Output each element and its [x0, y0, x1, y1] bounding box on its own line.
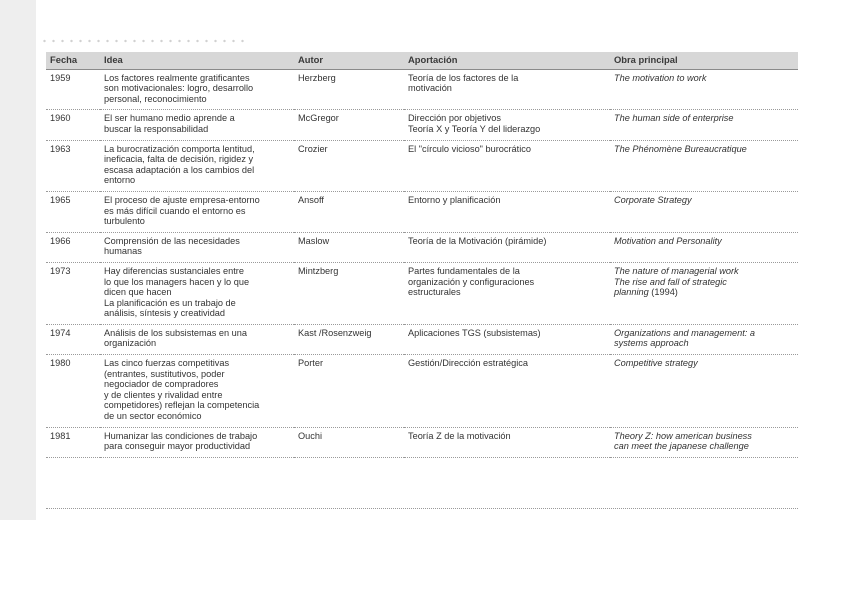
idea-line: Comprensión de las necesidades [104, 235, 240, 246]
cell-obra [610, 140, 798, 191]
aportacion-line: estructurales [408, 287, 461, 298]
cell-obra [610, 262, 798, 324]
aportacion-line: Teoría X y Teoría Y del liderazgo [408, 123, 541, 134]
cell-obra [610, 232, 798, 262]
cell-fecha: 1980 [46, 355, 100, 428]
obra-line: systems approach [614, 338, 689, 349]
aportacion-line: Teoría de la Motivación (pirámide) [408, 235, 547, 246]
aportacion-line: El "círculo vicioso" burocrático [408, 143, 531, 154]
table-row [46, 262, 798, 324]
cell-idea [100, 232, 294, 262]
scan-artifact [40, 38, 245, 44]
idea-line: La planificación es un trabajo de [104, 297, 236, 308]
obra-line: Organizations and management: a [614, 327, 755, 338]
idea-line: es más difícil cuando el entorno es [104, 205, 246, 216]
cell-obra [610, 355, 798, 428]
obra-line: The human side of enterprise [614, 113, 734, 124]
idea-line: buscar la responsabilidad [104, 123, 209, 134]
header-aportacion: Aportación [404, 52, 610, 69]
cell-idea [100, 324, 294, 354]
cell-autor: McGregor [294, 110, 404, 140]
obra-line: Competitive strategy [614, 358, 698, 369]
cell-autor: Ouchi [294, 427, 404, 457]
cell-aportacion [404, 110, 610, 140]
idea-line: análisis, síntesis y creatividad [104, 308, 226, 319]
idea-line: son motivacionales: logro, desarrollo [104, 83, 254, 94]
aportacion-line: organización y configuraciones [408, 276, 535, 287]
cell-fecha: 1966 [46, 232, 100, 262]
idea-line: El proceso de ajuste empresa-entorno [104, 194, 260, 205]
history-table [46, 52, 798, 458]
cell-fecha: 1960 [46, 110, 100, 140]
cell-aportacion [404, 324, 610, 354]
cell-aportacion [404, 191, 610, 232]
header-fecha: Fecha [46, 52, 100, 69]
table-row [46, 69, 798, 110]
cell-idea [100, 140, 294, 191]
obra-line: Theory Z: how american business [614, 430, 752, 441]
aportacion-line: Dirección por objetivos [408, 113, 501, 124]
obra-line: The nature of managerial work [614, 265, 739, 276]
left-margin-strip [0, 0, 36, 520]
idea-line: escasa adaptación a los cambios del [104, 164, 255, 175]
obra-line: can meet the japanese challenge [614, 441, 749, 452]
table-row [46, 110, 798, 140]
table-row [46, 191, 798, 232]
obra-line: The motivation to work [614, 72, 707, 83]
idea-line: ineficacia, falta de decisión, rigidez y [104, 154, 254, 165]
aportacion-line: Partes fundamentales de la [408, 265, 520, 276]
idea-line: Análisis de los subsistemas en una [104, 327, 247, 338]
cell-autor: Kast /Rosenzweig [294, 324, 404, 354]
cell-aportacion [404, 355, 610, 428]
cell-obra [610, 110, 798, 140]
obra-line: Motivation and Personality [614, 235, 722, 246]
cell-aportacion [404, 69, 610, 110]
cell-fecha: 1981 [46, 427, 100, 457]
obra-year: (1994) [648, 287, 678, 298]
cell-idea [100, 191, 294, 232]
idea-line: Humanizar las condiciones de trabajo [104, 430, 258, 441]
obra-title-part: planning [614, 287, 649, 298]
table-row [46, 324, 798, 354]
obra-line: The Phénomène Bureaucratique [614, 143, 747, 154]
idea-line: organización [104, 338, 157, 349]
table-row [46, 355, 798, 428]
idea-line: personal, reconocimiento [104, 93, 207, 104]
table-row [46, 232, 798, 262]
header-obra: Obra principal [610, 52, 798, 69]
cell-fecha: 1974 [46, 324, 100, 354]
table-body [46, 69, 798, 457]
cell-idea [100, 69, 294, 110]
cell-idea [100, 262, 294, 324]
cell-autor: Crozier [294, 140, 404, 191]
idea-line: (entrantes, sustitutivos, poder [104, 368, 225, 379]
aportacion-line: Aplicaciones TGS (subsistemas) [408, 327, 541, 338]
cell-fecha: 1973 [46, 262, 100, 324]
idea-line: La burocratización comporta lentitud, [104, 143, 255, 154]
table-header-row [46, 52, 798, 69]
idea-line: dicen que hacen [104, 287, 172, 298]
idea-line: de un sector económico [104, 411, 202, 422]
idea-line: Los factores realmente gratificantes [104, 72, 250, 83]
cell-idea [100, 110, 294, 140]
cell-idea [100, 427, 294, 457]
cell-fecha: 1963 [46, 140, 100, 191]
cell-obra [610, 324, 798, 354]
aportacion-line: Teoría Z de la motivación [408, 430, 511, 441]
cell-autor: Porter [294, 355, 404, 428]
cell-fecha: 1959 [46, 69, 100, 110]
obra-line: Corporate Strategy [614, 194, 692, 205]
idea-line: negociador de compradores [104, 379, 219, 390]
header-autor: Autor [294, 52, 404, 69]
obra-line [614, 287, 794, 298]
cell-aportacion [404, 427, 610, 457]
idea-line: y de clientes y rivalidad entre [104, 389, 223, 400]
cell-autor: Herzberg [294, 69, 404, 110]
cell-fecha: 1965 [46, 191, 100, 232]
header-idea: Idea [100, 52, 294, 69]
cell-autor: Maslow [294, 232, 404, 262]
cell-autor: Ansoff [294, 191, 404, 232]
idea-line: para conseguir mayor productividad [104, 441, 251, 452]
idea-line: Las cinco fuerzas competitivas [104, 358, 230, 369]
cell-aportacion [404, 262, 610, 324]
idea-line: humanas [104, 246, 142, 257]
idea-line: lo que los managers hacen y lo que [104, 276, 250, 287]
idea-line: entorno [104, 175, 136, 186]
table-row [46, 140, 798, 191]
obra-line: The rise and fall of strategic [614, 276, 727, 287]
idea-line: turbulento [104, 216, 145, 227]
aportacion-line: Teoría de los factores de la [408, 72, 519, 83]
idea-line: Hay diferencias sustanciales entre [104, 265, 244, 276]
table-row [46, 427, 798, 457]
cell-autor: Mintzberg [294, 262, 404, 324]
cell-obra [610, 427, 798, 457]
aportacion-line: motivación [408, 83, 452, 94]
cell-aportacion [404, 140, 610, 191]
idea-line: El ser humano medio aprende a [104, 113, 235, 124]
cell-obra [610, 191, 798, 232]
idea-line: competidores) reflejan la competencia [104, 400, 260, 411]
cell-aportacion [404, 232, 610, 262]
aportacion-line: Gestión/Dirección estratégica [408, 358, 529, 369]
cell-idea [100, 355, 294, 428]
cell-obra [610, 69, 798, 110]
table-bottom-rule [46, 508, 798, 509]
aportacion-line: Entorno y planificación [408, 194, 501, 205]
